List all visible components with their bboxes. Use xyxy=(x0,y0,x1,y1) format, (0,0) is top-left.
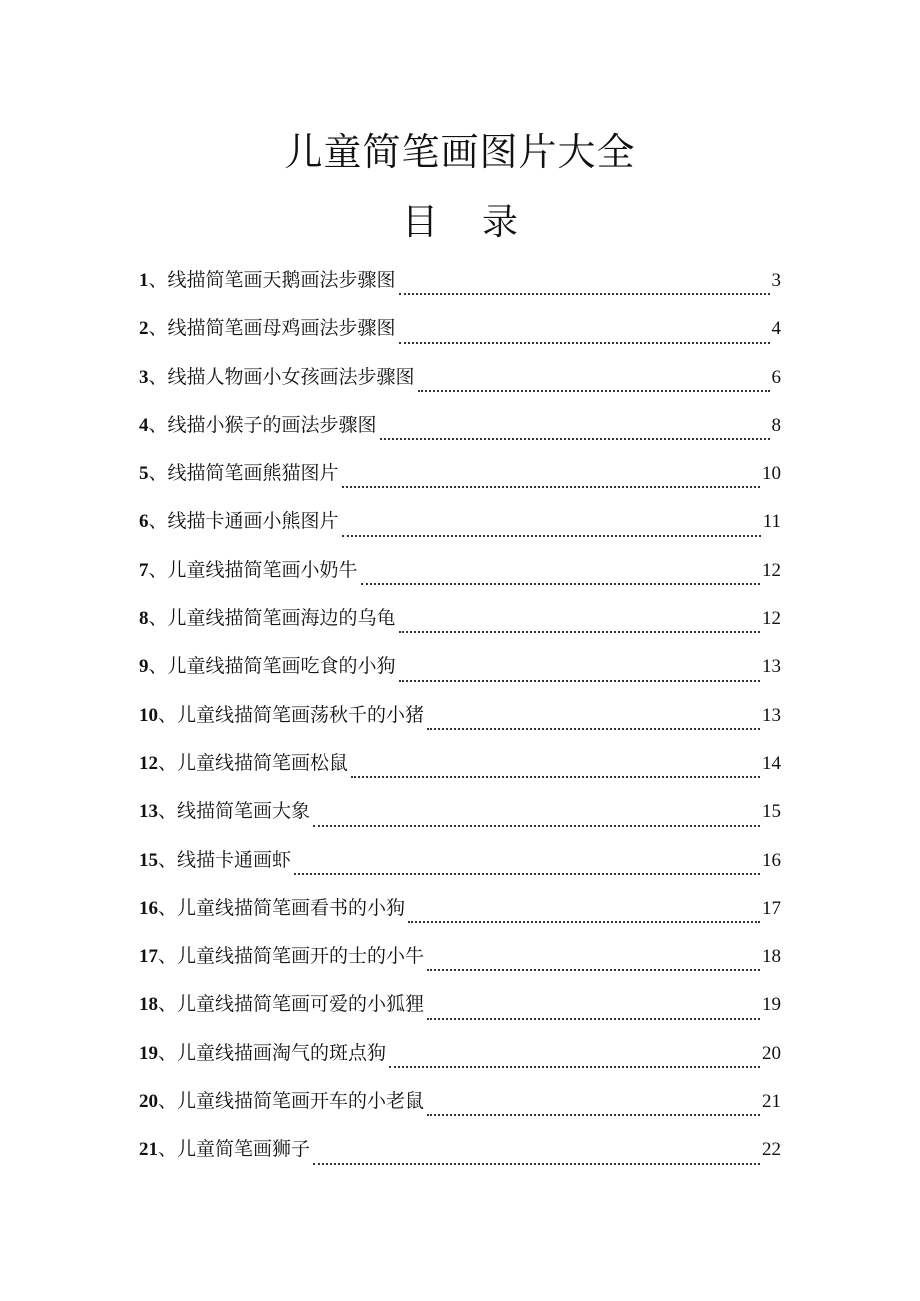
toc-entry-separator: 、 xyxy=(158,896,178,919)
toc-entry-number: 6 xyxy=(139,511,149,533)
toc-entry-page: 13 xyxy=(762,656,781,678)
toc-dot-leader xyxy=(399,341,770,344)
toc-dot-leader xyxy=(427,1113,760,1116)
toc-entry-number: 1 xyxy=(139,270,149,291)
toc-entry-separator: 、 xyxy=(158,1138,178,1161)
toc-entry[interactable] xyxy=(139,795,781,843)
toc-entry[interactable] xyxy=(139,1085,781,1133)
toc-entry-separator: 、 xyxy=(148,317,168,340)
toc-entry-page: 4 xyxy=(771,318,781,340)
toc-dot-leader xyxy=(418,389,770,392)
toc-entry-title: 儿童线描画淘气的斑点狗 xyxy=(177,1041,387,1064)
toc-dot-leader xyxy=(380,437,770,440)
toc-entry-page: 15 xyxy=(762,801,781,823)
toc-entry-number: 18 xyxy=(139,994,158,1016)
toc-entry-number: 16 xyxy=(139,897,158,919)
toc-entry-page: 22 xyxy=(762,1139,781,1161)
toc-dot-leader xyxy=(427,727,760,730)
toc-dot-leader xyxy=(399,292,770,295)
toc-entry-number: 5 xyxy=(139,463,149,485)
toc-entry-separator: 、 xyxy=(158,1041,178,1064)
toc-dot-leader xyxy=(427,1017,760,1020)
toc-dot-leader xyxy=(361,582,760,585)
toc-entry-page: 12 xyxy=(762,608,781,630)
toc-entry-title: 线描卡通画虾 xyxy=(177,848,292,871)
toc-heading-left: 目 xyxy=(401,202,438,243)
toc-entry-title: 儿童线描简笔画松鼠 xyxy=(177,751,349,774)
toc-entry-number: 19 xyxy=(139,1042,158,1064)
toc-dot-leader xyxy=(408,920,760,923)
toc-entry[interactable] xyxy=(139,1037,781,1085)
toc-entry-separator: 、 xyxy=(158,751,178,774)
toc-entry[interactable] xyxy=(139,988,781,1036)
toc-entry[interactable] xyxy=(139,892,781,940)
toc-entry[interactable] xyxy=(139,747,781,795)
toc-dot-leader xyxy=(342,485,760,488)
toc-entry-title: 线描人物画小女孩画法步骤图 xyxy=(167,365,415,388)
toc-entry-separator: 、 xyxy=(148,558,168,581)
toc-entry-page: 16 xyxy=(762,849,781,871)
toc-entry-title: 儿童线描简笔画小奶牛 xyxy=(167,558,358,581)
toc-entry-title: 儿童简笔画狮子 xyxy=(177,1138,311,1161)
toc-entry-number: 2 xyxy=(139,318,149,340)
toc-entry-page: 18 xyxy=(762,946,781,968)
toc-entry-separator: 、 xyxy=(158,1090,178,1113)
toc-heading-right: 录 xyxy=(482,202,519,243)
toc-dot-leader xyxy=(342,534,761,537)
toc-entry-separator: 、 xyxy=(148,655,168,678)
toc-entry-number: 21 xyxy=(139,1139,158,1161)
toc-entry-page: 21 xyxy=(762,1091,781,1113)
toc-entry-title: 儿童线描简笔画开车的小老鼠 xyxy=(177,1090,425,1113)
toc-entry-number: 3 xyxy=(139,366,149,388)
toc-dot-leader xyxy=(351,775,760,778)
toc-entry[interactable] xyxy=(139,844,781,892)
toc-entry-page: 12 xyxy=(762,559,781,581)
toc-dot-leader xyxy=(313,824,760,827)
toc-entry[interactable] xyxy=(139,505,781,553)
toc-dot-leader xyxy=(399,630,760,633)
toc-entry-title: 线描简笔画母鸡画法步骤图 xyxy=(167,317,396,340)
toc-entry[interactable] xyxy=(139,940,781,988)
toc-entry-separator: 、 xyxy=(148,413,168,436)
toc-entry-number: 9 xyxy=(139,656,149,678)
toc-entry-title: 儿童线描简笔画看书的小狗 xyxy=(177,896,406,919)
toc-entry-page: 11 xyxy=(762,511,781,533)
toc-entry-separator: 、 xyxy=(158,848,178,871)
toc-entry[interactable] xyxy=(139,1133,781,1181)
toc-entry-title: 儿童线描简笔画海边的乌龟 xyxy=(167,607,396,630)
toc-entry-title: 线描简笔画大象 xyxy=(177,800,311,823)
toc-list xyxy=(139,264,781,1182)
toc-entry-separator: 、 xyxy=(148,365,168,388)
toc-entry-page: 14 xyxy=(762,752,781,774)
toc-entry[interactable] xyxy=(139,312,781,360)
toc-entry-number: 7 xyxy=(139,559,149,581)
toc-entry-title: 儿童线描简笔画可爱的小狐狸 xyxy=(177,993,425,1016)
toc-entry-number: 12 xyxy=(139,752,158,774)
toc-entry-page: 8 xyxy=(771,414,781,436)
toc-entry-title: 儿童线描简笔画开的士的小牛 xyxy=(177,945,425,968)
toc-entry-number: 20 xyxy=(139,1091,158,1113)
toc-entry-page: 17 xyxy=(762,897,781,919)
toc-entry-separator: 、 xyxy=(158,800,178,823)
toc-entry[interactable] xyxy=(139,650,781,698)
toc-heading xyxy=(0,196,920,250)
toc-entry-page: 10 xyxy=(762,463,781,485)
toc-entry-title: 儿童线描简笔画荡秋千的小猪 xyxy=(177,703,425,726)
toc-dot-leader xyxy=(427,968,760,971)
toc-entry[interactable] xyxy=(139,409,781,457)
toc-entry-page: 6 xyxy=(771,366,781,388)
toc-entry-separator: 、 xyxy=(158,993,178,1016)
toc-entry-title: 儿童线描简笔画吃食的小狗 xyxy=(167,655,396,678)
toc-entry-number: 8 xyxy=(139,608,149,630)
toc-dot-leader xyxy=(313,1162,760,1165)
toc-dot-leader xyxy=(389,1065,760,1068)
toc-entry-title: 线描小猴子的画法步骤图 xyxy=(167,413,377,436)
toc-entry[interactable] xyxy=(139,264,781,312)
toc-entry[interactable] xyxy=(139,699,781,747)
toc-entry-number: 15 xyxy=(139,849,158,871)
toc-entry-title: 线描卡通画小熊图片 xyxy=(167,510,339,533)
toc-dot-leader xyxy=(399,679,760,682)
toc-entry-separator: 、 xyxy=(148,462,168,485)
toc-entry-title: 线描简笔画熊猫图片 xyxy=(167,462,339,485)
toc-entry-page: 3 xyxy=(771,270,781,291)
toc-entry-number: 13 xyxy=(139,801,158,823)
toc-entry-separator: 、 xyxy=(148,269,168,291)
toc-entry-separator: 、 xyxy=(158,703,178,726)
toc-entry-separator: 、 xyxy=(148,607,168,630)
toc-entry[interactable] xyxy=(139,361,781,409)
toc-entry-separator: 、 xyxy=(148,510,168,533)
toc-entry-number: 17 xyxy=(139,946,158,968)
toc-entry-number: 10 xyxy=(139,704,158,726)
toc-entry-page: 19 xyxy=(762,994,781,1016)
document-title: 儿童简笔画图片大全 xyxy=(284,130,636,174)
toc-entry-number: 4 xyxy=(139,414,149,436)
toc-entry[interactable] xyxy=(139,554,781,602)
toc-entry-page: 13 xyxy=(762,704,781,726)
toc-entry[interactable] xyxy=(139,602,781,650)
toc-entry-page: 20 xyxy=(762,1042,781,1064)
toc-entry-separator: 、 xyxy=(158,945,178,968)
toc-dot-leader xyxy=(294,872,760,875)
toc-entry-title: 线描简笔画天鹅画法步骤图 xyxy=(167,269,396,291)
toc-entry[interactable] xyxy=(139,457,781,505)
